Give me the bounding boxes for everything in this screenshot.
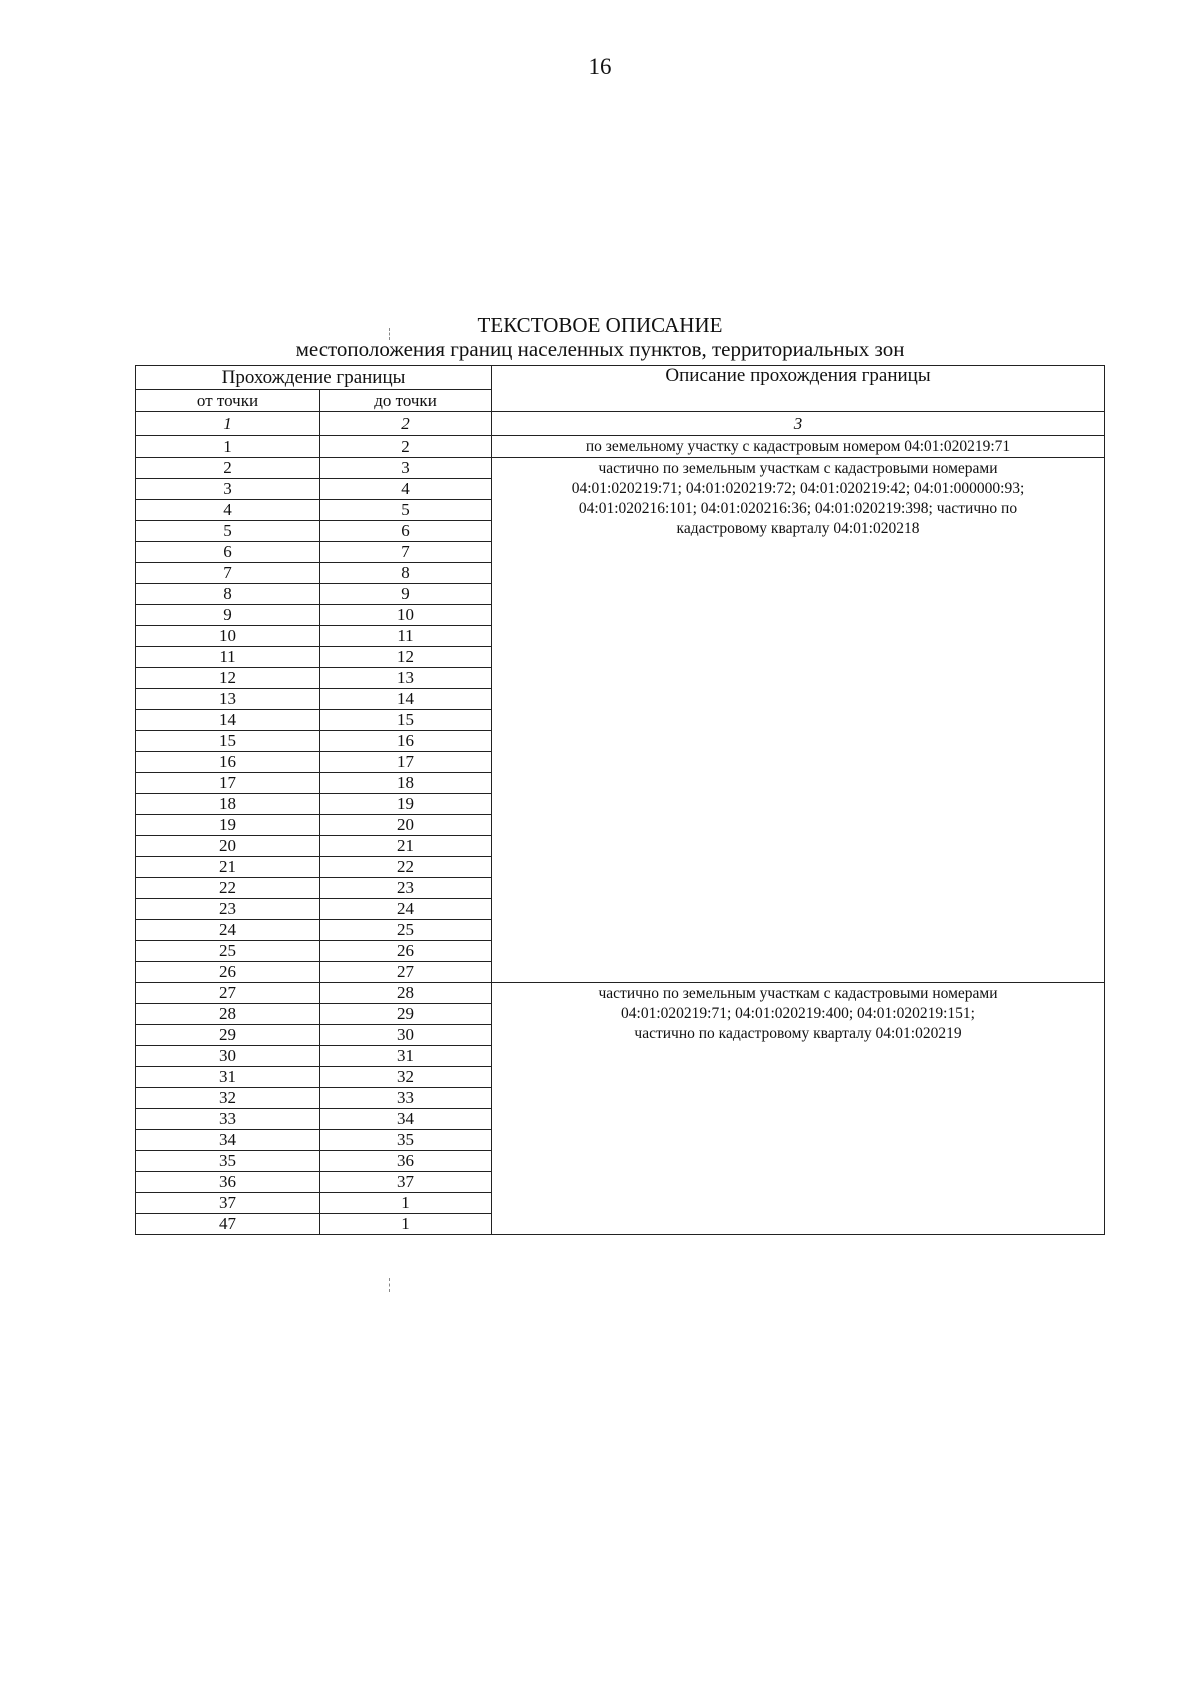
cell-from-point: 28 [136, 1004, 320, 1025]
description-line: 04:01:020219:71; 04:01:020219:400; 04:01:020219:151; [621, 1005, 975, 1022]
description-line: частично по земельным участкам с кадастровыми номерами [598, 460, 998, 477]
description-line: по земельному участку с кадастровым номером 04:01:020219:71 [585, 438, 1011, 455]
cell-from-point: 1 [136, 436, 320, 458]
table-body [136, 436, 1105, 1235]
cell-to-point: 6 [320, 521, 492, 542]
cell-from-point: 33 [136, 1109, 320, 1130]
cell-to-point: 35 [320, 1130, 492, 1151]
description-line: кадастровому кварталу 04:01:020218 [676, 520, 920, 537]
cell-to-point: 26 [320, 941, 492, 962]
cell-from-point: 14 [136, 710, 320, 731]
cell-to-point: 11 [320, 626, 492, 647]
cell-to-point: 9 [320, 584, 492, 605]
description-line: частично по кадастровому кварталу 04:01:020219 [634, 1025, 962, 1042]
cell-from-point: 35 [136, 1151, 320, 1172]
cell-from-point: 36 [136, 1172, 320, 1193]
cell-from-point: 24 [136, 920, 320, 941]
cell-to-point: 32 [320, 1067, 492, 1088]
cell-from-point: 10 [136, 626, 320, 647]
cell-from-point: 15 [136, 731, 320, 752]
cell-from-point: 29 [136, 1025, 320, 1046]
cell-to-point: 25 [320, 920, 492, 941]
cell-to-point: 24 [320, 899, 492, 920]
cell-to-point: 28 [320, 983, 492, 1004]
cell-description [492, 458, 1105, 983]
document-subtitle: местоположения границ населенных пунктов, территориальных зон [295, 337, 905, 361]
cell-from-point: 34 [136, 1130, 320, 1151]
description-line: 04:01:020219:71; 04:01:020219:72; 04:01:020219:42; 04:01:000000:93; [571, 480, 1025, 497]
cell-to-point: 33 [320, 1088, 492, 1109]
cell-to-point: 10 [320, 605, 492, 626]
cell-from-point: 13 [136, 689, 320, 710]
column-number-2: 2 [320, 412, 492, 436]
cell-from-point: 19 [136, 815, 320, 836]
cell-to-point: 4 [320, 479, 492, 500]
cell-from-point: 2 [136, 458, 320, 479]
cell-from-point: 5 [136, 521, 320, 542]
scan-fold-mark-bottom [389, 1278, 390, 1292]
cell-to-point: 3 [320, 458, 492, 479]
column-number-3: 3 [492, 412, 1105, 436]
cell-from-point: 7 [136, 563, 320, 584]
cell-to-point: 31 [320, 1046, 492, 1067]
header-boundary-passage: Прохождение границы [136, 366, 492, 390]
table-row [136, 458, 1105, 479]
cell-to-point: 1 [320, 1214, 492, 1235]
cell-description [492, 983, 1105, 1235]
cell-from-point: 18 [136, 794, 320, 815]
description-line: 04:01:020216:101; 04:01:020216:36; 04:01:020219:398; частично по [578, 500, 1018, 517]
cell-to-point: 34 [320, 1109, 492, 1130]
cell-from-point: 47 [136, 1214, 320, 1235]
cell-to-point: 14 [320, 689, 492, 710]
description-line: частично по земельным участкам с кадастровыми номерами [598, 985, 998, 1002]
cell-to-point: 21 [320, 836, 492, 857]
cell-to-point: 19 [320, 794, 492, 815]
cell-from-point: 23 [136, 899, 320, 920]
cell-to-point: 30 [320, 1025, 492, 1046]
cell-from-point: 6 [136, 542, 320, 563]
cell-to-point: 20 [320, 815, 492, 836]
cell-from-point: 12 [136, 668, 320, 689]
table-row [136, 983, 1105, 1004]
cell-to-point: 1 [320, 1193, 492, 1214]
cell-from-point: 21 [136, 857, 320, 878]
cell-to-point: 8 [320, 563, 492, 584]
scan-fold-mark-top [389, 328, 390, 340]
header-to-point: до точки [320, 390, 492, 412]
cell-from-point: 9 [136, 605, 320, 626]
cell-from-point: 8 [136, 584, 320, 605]
cell-to-point: 27 [320, 962, 492, 983]
cell-from-point: 32 [136, 1088, 320, 1109]
cell-from-point: 3 [136, 479, 320, 500]
page-number: 16 [588, 54, 612, 79]
cell-from-point: 31 [136, 1067, 320, 1088]
cell-to-point: 37 [320, 1172, 492, 1193]
cell-from-point: 11 [136, 647, 320, 668]
cell-from-point: 37 [136, 1193, 320, 1214]
boundary-table [135, 365, 1105, 1235]
cell-to-point: 7 [320, 542, 492, 563]
cell-to-point: 13 [320, 668, 492, 689]
cell-from-point: 30 [136, 1046, 320, 1067]
header-from-point: от точки [136, 390, 320, 412]
cell-from-point: 20 [136, 836, 320, 857]
cell-from-point: 22 [136, 878, 320, 899]
cell-to-point: 15 [320, 710, 492, 731]
table-row [136, 436, 1105, 458]
column-number-1: 1 [136, 412, 320, 436]
cell-description [492, 436, 1105, 458]
cell-from-point: 27 [136, 983, 320, 1004]
cell-to-point: 5 [320, 500, 492, 521]
cell-to-point: 36 [320, 1151, 492, 1172]
cell-to-point: 16 [320, 731, 492, 752]
cell-to-point: 18 [320, 773, 492, 794]
cell-to-point: 17 [320, 752, 492, 773]
cell-to-point: 29 [320, 1004, 492, 1025]
header-description: Описание прохождения границы [492, 366, 1105, 412]
cell-from-point: 26 [136, 962, 320, 983]
cell-from-point: 16 [136, 752, 320, 773]
cell-to-point: 2 [320, 436, 492, 458]
cell-to-point: 12 [320, 647, 492, 668]
cell-from-point: 17 [136, 773, 320, 794]
document-title: ТЕКСТОВОЕ ОПИСАНИЕ [477, 313, 723, 337]
cell-to-point: 23 [320, 878, 492, 899]
cell-to-point: 22 [320, 857, 492, 878]
cell-from-point: 4 [136, 500, 320, 521]
cell-from-point: 25 [136, 941, 320, 962]
